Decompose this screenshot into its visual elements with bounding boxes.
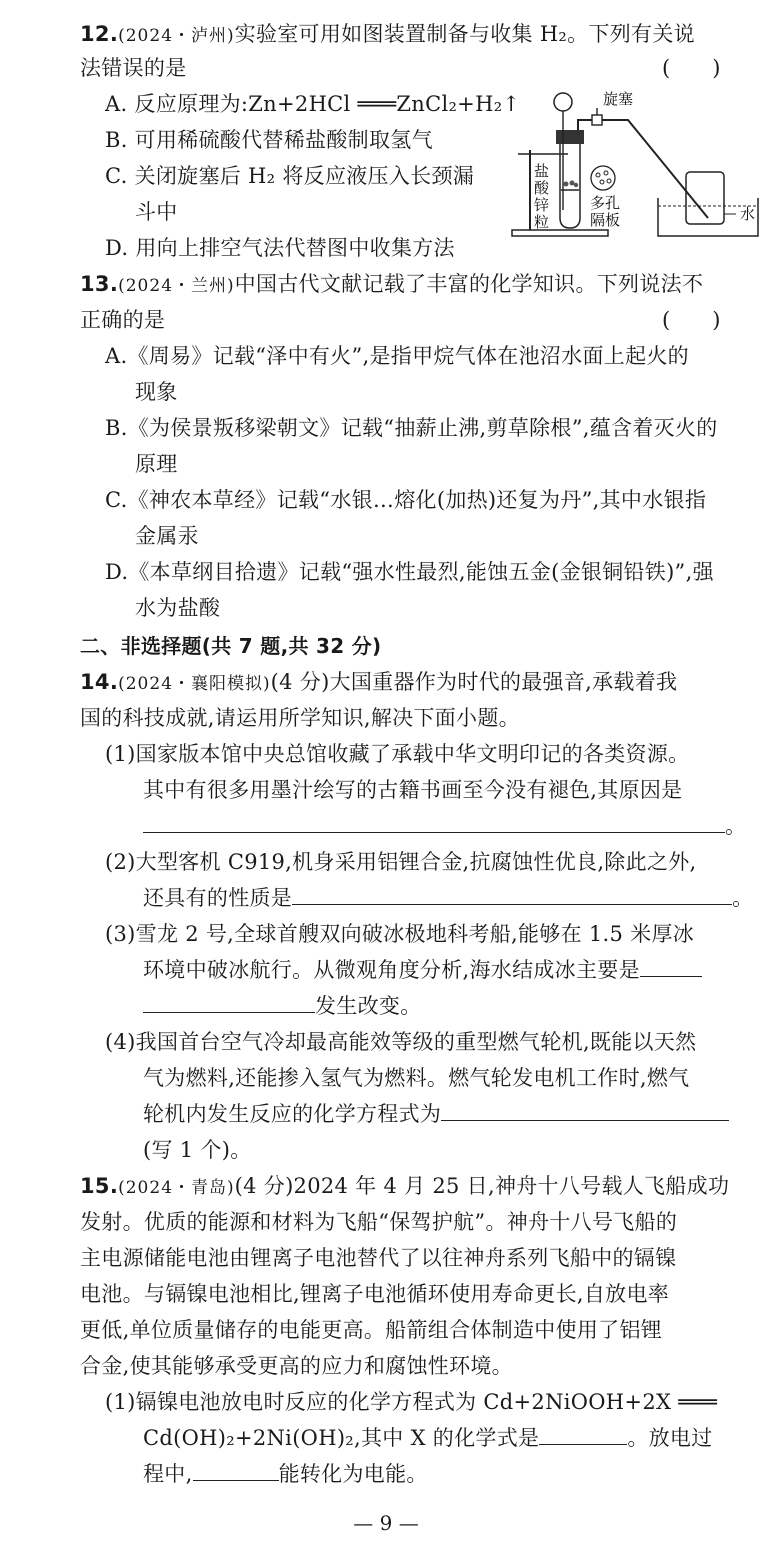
q14-part3-line2 xyxy=(143,956,702,984)
q13-option-d-line2: 水为盐酸 xyxy=(135,596,221,620)
label-porous-plate: 隔板 xyxy=(590,211,621,229)
label-porous-plate: 多孔 xyxy=(590,194,621,212)
q15-stem-line4: 电池。与镉镍电池相比,锂离子电池循环使用寿命更长,自放电率 xyxy=(80,1282,670,1306)
answer-blank[interactable] xyxy=(193,1461,279,1481)
question-stem: 中国古代文献记载了丰富的化学知识。下列说法不 xyxy=(234,272,704,296)
answer-blank[interactable] xyxy=(143,993,315,1013)
label-acid: 盐 xyxy=(534,162,550,180)
q13-option-a-line2: 现象 xyxy=(135,380,178,404)
punctuation: 。 xyxy=(732,886,754,910)
q15-part1-line2 xyxy=(143,1424,713,1452)
q13-option-a-line1: A.《周易》记载“泽中有火”,是指甲烷气体在池沼水面上起火的 xyxy=(105,344,689,368)
q14-part1-line1: (1)国家版本馆中央总馆收藏了承载中华文明印记的各类资源。 xyxy=(105,742,690,766)
q15-part1-line1: (1)镉镍电池放电时反应的化学方程式为 Cd+2NiOOH+2X ═══ xyxy=(105,1390,718,1414)
prompt-text: 能转化为电能。 xyxy=(278,1462,428,1486)
valve xyxy=(592,115,602,125)
hole xyxy=(607,179,611,183)
rubber-stopper xyxy=(556,130,584,144)
label-zinc: 粒 xyxy=(534,213,550,231)
label-water: 水 xyxy=(740,205,756,223)
hydrogen-apparatus-diagram xyxy=(508,90,770,240)
q15-stem-line5: 更低,单位质量储存的电能更高。船箭组合体制造中使用了铝锂 xyxy=(80,1318,663,1342)
answer-blank[interactable] xyxy=(640,957,702,977)
label-valve: 旋塞 xyxy=(603,90,634,108)
prompt-text: 轮机内发生反应的化学方程式为 xyxy=(143,1102,442,1126)
question-number: 12. xyxy=(80,22,119,46)
q12-option-b: B. 可用稀硫酸代替稀盐酸制取氢气 xyxy=(105,128,433,152)
q13-option-c-line2: 金属汞 xyxy=(135,524,199,548)
question-source: (2024・泸州) xyxy=(118,26,235,46)
q15-part1-line3 xyxy=(143,1460,428,1488)
q14-part3-line3 xyxy=(143,992,422,1020)
q14-line1 xyxy=(80,668,677,698)
q13-stem-line2: 正确的是 xyxy=(80,308,166,332)
q12-option-c-line1: C. 关闭旋塞后 H₂ 将反应液压入长颈漏 xyxy=(105,164,475,188)
q14-part1-line2: 其中有很多用墨汁绘写的古籍书画至今没有褪色,其原因是 xyxy=(143,778,683,802)
hole xyxy=(596,173,600,177)
q15-stem-line3: 主电源储能电池由锂离子电池替代了以往神舟系列飞船中的镉镍 xyxy=(80,1246,677,1270)
label-zinc: 锌 xyxy=(534,196,550,214)
q13-option-b-line2: 原理 xyxy=(135,452,178,476)
prompt-text: 。放电过 xyxy=(627,1426,713,1450)
answer-parentheses: ( ) xyxy=(662,56,721,80)
q14-part2-line2 xyxy=(143,884,753,912)
q14-part1-answer-line xyxy=(143,812,746,840)
page-number: — 9 — xyxy=(353,1511,419,1535)
question-number: 14. xyxy=(80,670,119,694)
q14-part3-line1: (3)雪龙 2 号,全球首艘双向破冰极地科考船,能够在 1.5 米厚冰 xyxy=(105,922,695,946)
punctuation: 。 xyxy=(725,814,747,838)
q14-part4-line4: (写 1 个)。 xyxy=(143,1138,252,1162)
q14-part2-line1: (2)大型客机 C919,机身采用铝锂合金,抗腐蚀性优良,除此之外, xyxy=(105,850,697,874)
q14-stem-line2: 国的科技成就,请运用所学知识,解决下面小题。 xyxy=(80,706,520,730)
question-number: 15. xyxy=(80,1174,119,1198)
prompt-text: 程中, xyxy=(143,1462,193,1486)
q12-stem-line2: 法错误的是 xyxy=(80,56,187,80)
prompt-text: Cd(OH)₂+2Ni(OH)₂,其中 X 的化学式是 xyxy=(143,1426,540,1450)
zinc-granule xyxy=(570,181,575,186)
question-source: (2024・青岛) xyxy=(118,1178,235,1198)
q13-option-c-line1: C.《神农本草经》记载“水银…熔化(加热)还复为丹”,其中水银指 xyxy=(105,488,707,512)
q12-option-a: A. 反应原理为:Zn+2HCl ═══ZnCl₂+H₂↑ xyxy=(105,92,521,116)
q12-option-d: D. 用向上排空气法代替图中收集方法 xyxy=(105,236,455,260)
zinc-granule xyxy=(564,182,569,187)
q14-part4-line3 xyxy=(143,1100,729,1128)
funnel-bulb xyxy=(554,93,572,111)
label-acid: 酸 xyxy=(534,179,550,197)
prompt-text: 还具有的性质是 xyxy=(143,886,293,910)
answer-blank[interactable] xyxy=(143,813,725,833)
q15-stem-line6: 合金,使其能够承受更高的应力和腐蚀性环境。 xyxy=(80,1354,513,1378)
q13-option-b-line1: B.《为侯景叛移梁朝文》记载“抽薪止沸,剪草除根”,蕴含着灭火的 xyxy=(105,416,718,440)
porous-plate-inset xyxy=(591,166,615,190)
answer-blank[interactable] xyxy=(292,885,732,905)
hole xyxy=(600,180,604,184)
question-stem: (4 分)2024 年 4 月 25 日,神舟十八号载人飞船成功 xyxy=(234,1174,730,1198)
answer-parentheses: ( ) xyxy=(662,308,721,332)
q14-part4-line2: 气为燃料,还能掺入氢气为燃料。燃气轮发电机工作时,燃气 xyxy=(143,1066,690,1090)
q12-option-c-line2: 斗中 xyxy=(135,200,178,224)
answer-blank[interactable] xyxy=(539,1425,627,1445)
hole xyxy=(604,171,608,175)
question-stem: 实验室可用如图装置制备与收集 H₂。下列有关说 xyxy=(234,22,695,46)
prompt-text: 环境中破冰航行。从微观角度分析,海水结成冰主要是 xyxy=(143,958,640,982)
answer-blank[interactable] xyxy=(441,1101,729,1121)
q12-line1 xyxy=(80,20,695,50)
q13-line1 xyxy=(80,270,703,300)
q13-option-d-line1: D.《本草纲目拾遗》记载“强水性最烈,能蚀五金(金银铜铅铁)”,强 xyxy=(105,560,714,584)
question-source: (2024・襄阳模拟) xyxy=(118,674,271,694)
zinc-granule xyxy=(574,183,578,187)
q14-part4-line1: (4)我国首台空气冷却最高能效等级的重型燃气轮机,既能以天然 xyxy=(105,1030,697,1054)
q15-line1 xyxy=(80,1172,729,1202)
question-number: 13. xyxy=(80,272,119,296)
stand-base xyxy=(512,230,608,236)
question-source: (2024・兰州) xyxy=(118,276,235,296)
question-stem: (4 分)大国重器作为时代的最强音,承载着我 xyxy=(270,670,678,694)
section-heading: 二、非选择题(共 7 题,共 32 分) xyxy=(80,634,382,658)
q15-stem-line2: 发射。优质的能源和材料为飞船“保驾护航”。神舟十八号飞船的 xyxy=(80,1210,678,1234)
prompt-text: 发生改变。 xyxy=(315,994,422,1018)
